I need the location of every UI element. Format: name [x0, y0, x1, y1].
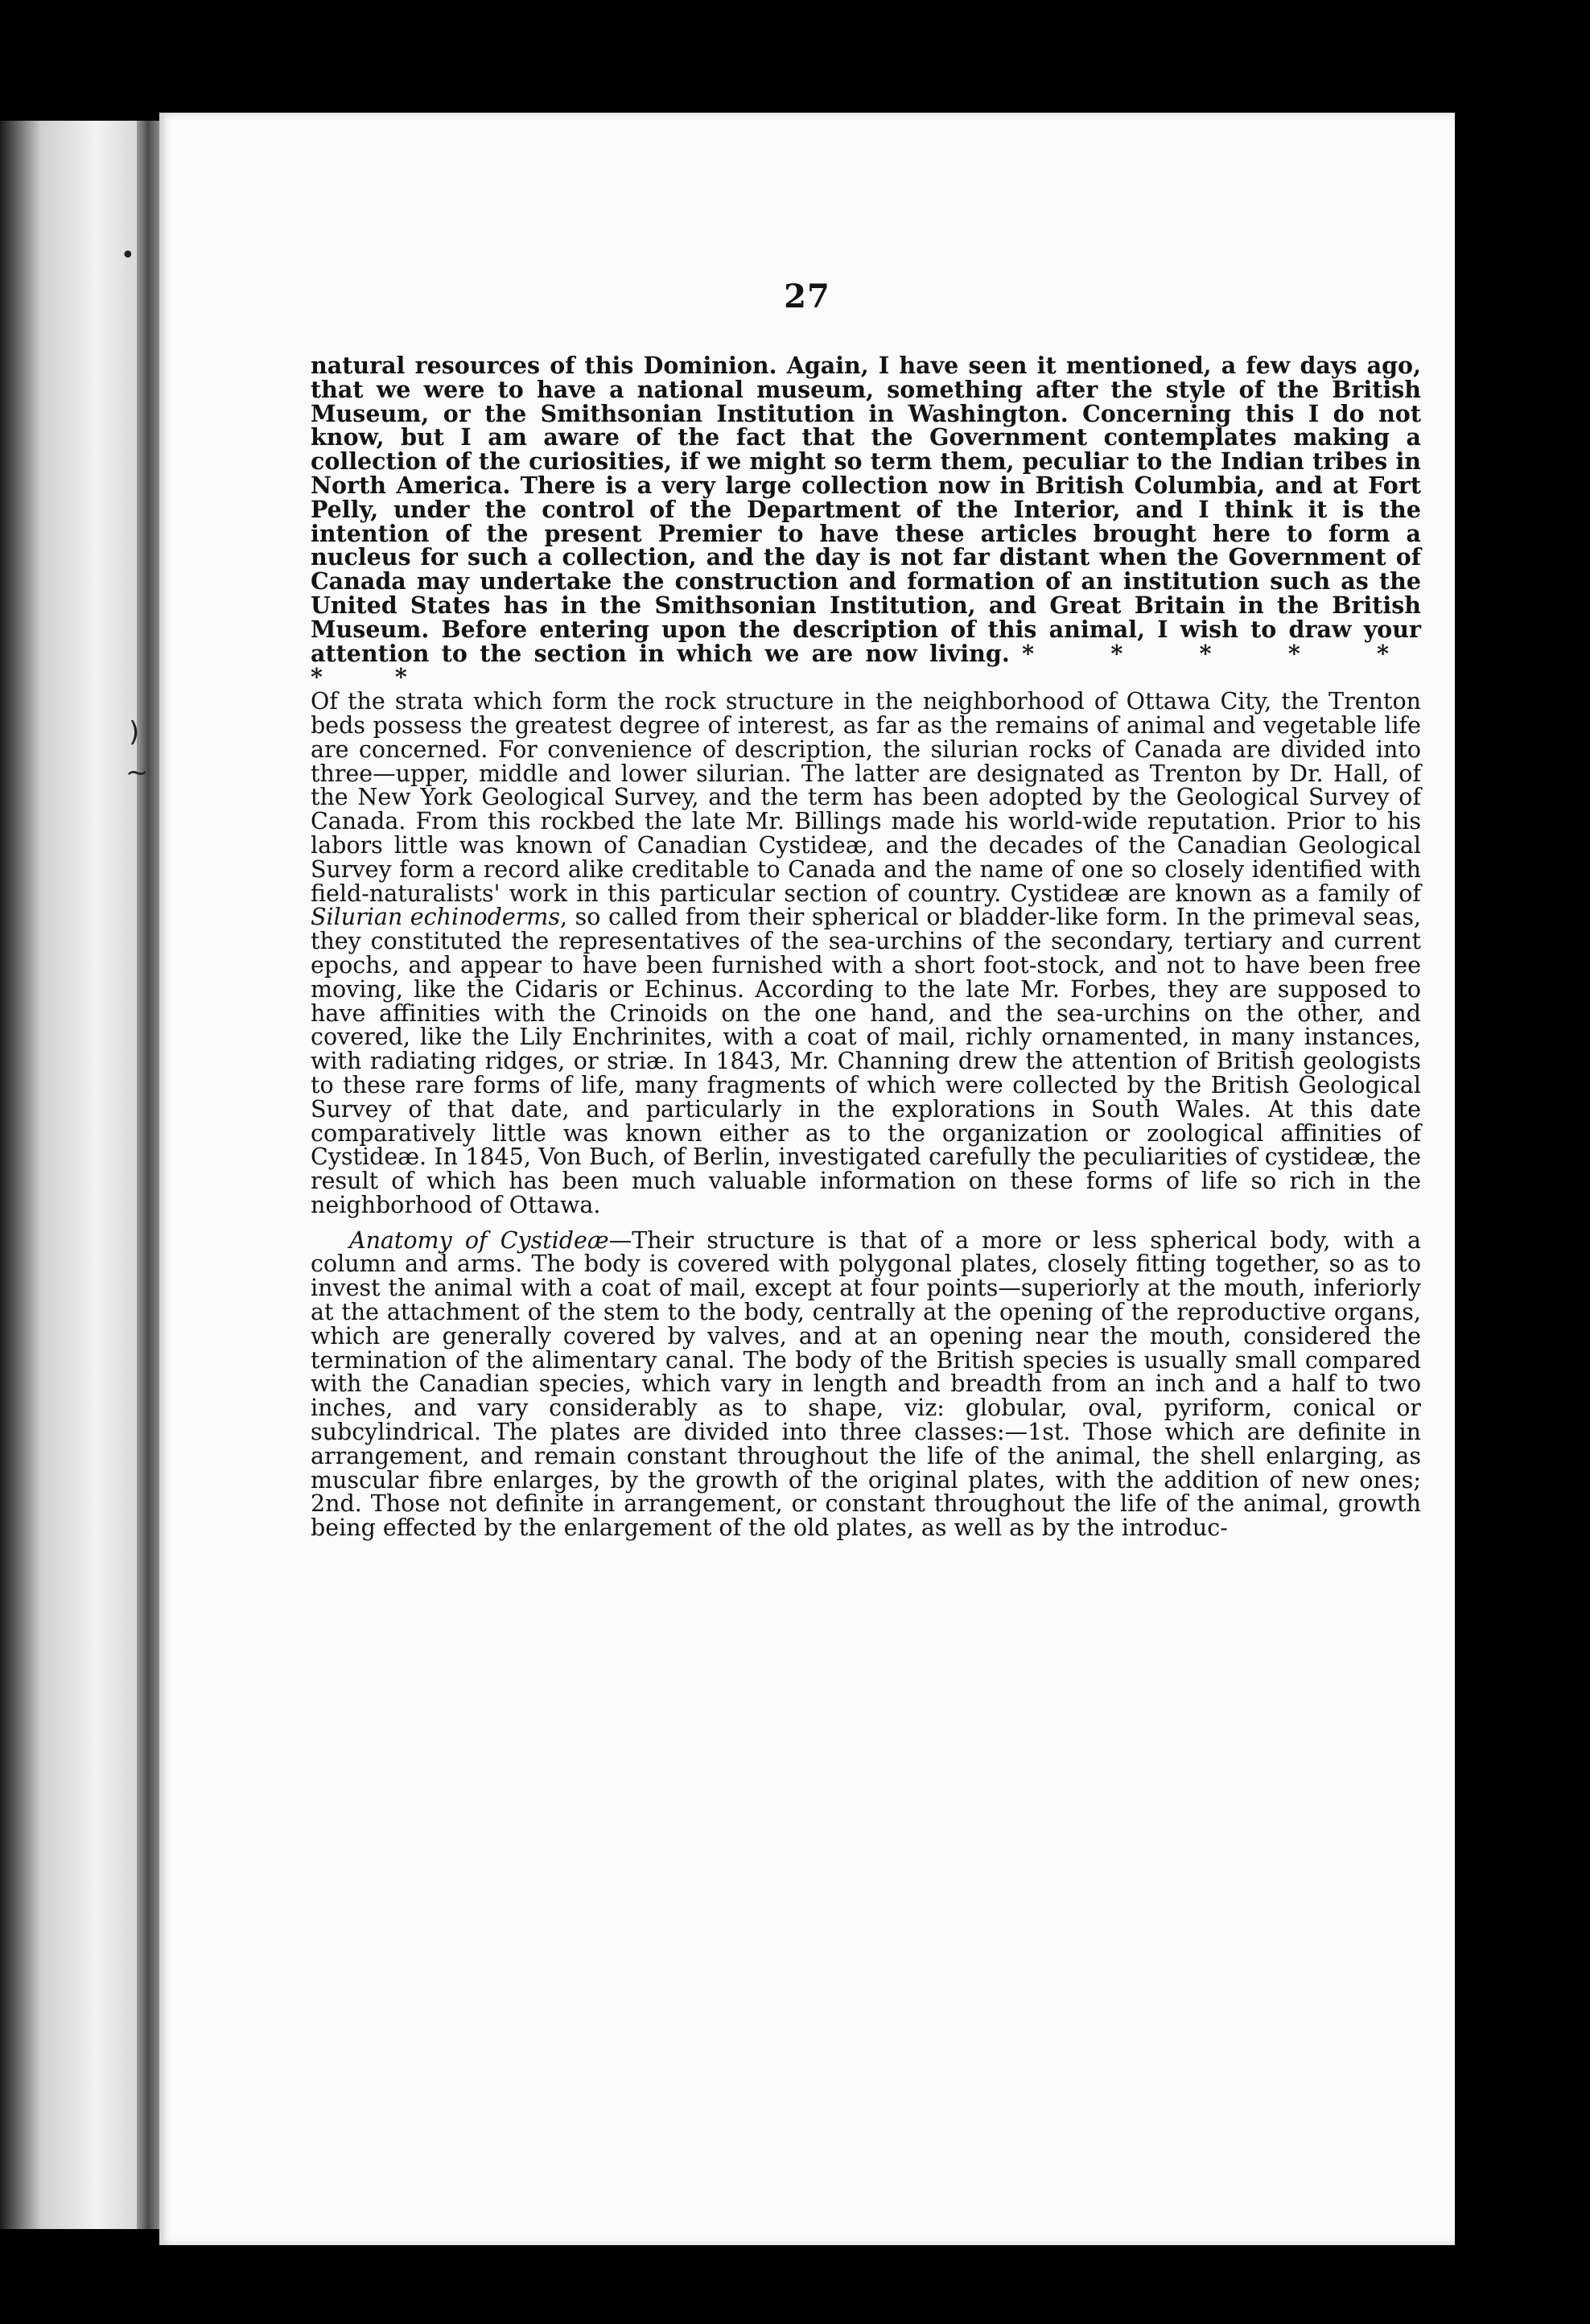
book-page — [159, 113, 1455, 2245]
paragraph-text: natural resources of this Dominion. Again, I have seen it mentioned, a few days ago, that we were to have a national museum, something after the style of the British Museum, or the Smithsonian Institution in Washington. Concerning this I do not know, but I am aware of the fact that the Government contemplates making a collection of the curiosities, if we might so term them, peculiar to the Indian tribes in North America. There is a very large collection now in British Columbia, and at Fort Pelly, under the control of the Department of the Interior, and I think it is the intention of the present Premier to have these articles brought here to form a nucleus for such a collection, and the day is not far distant when the Government of Canada may undertake the construction and formation of an institution such as the United States has in the Smithsonian Institution, and Great Britain in the British Museum. Before entering upon the description of this animal, I wish to draw your attention to the section in which we are now living. — [311, 352, 1421, 667]
paragraph — [311, 354, 1421, 690]
paragraph-text: Of the strata which form the rock structure in the neighborhood of Ottawa City, the Trenton beds possess the greatest degree of interest, as far as the remains of animal and vegetable life are concerned. For convenience of description, the silurian rocks of Canada are divided into three—upper, middle and lower silurian. The latter are designated as Trenton by Dr. Hall, of the New York Geological Survey, and the term has been adopted by the Geological Survey of Canada. From this rockbed the late Mr. Billings made his world-wide reputation. Prior to his labors little was known of Canadian Cystideæ, and the decades of the Canadian Geological Survey form a record alike creditable to Canada and the name of one so closely identified with field-naturalists' work in this particular section of country. Cystideæ are known as a family of — [311, 688, 1421, 907]
margin-mark: ~ — [126, 756, 149, 789]
facing-page-edge — [0, 121, 140, 2229]
margin-mark: • — [121, 241, 135, 270]
body-text — [311, 354, 1421, 1540]
book-gutter — [137, 121, 159, 2229]
margin-mark: ) — [129, 716, 140, 748]
section-run-in-heading: Anatomy of Cystideæ — [349, 1226, 609, 1254]
section-break-asterisks: * * * * * * * — [311, 639, 1421, 691]
paragraph — [311, 1226, 1422, 1542]
paragraph-text: —Their structure is that of a more or less spherical body, with a column and arms. The body is covered with polygonal plates, closely fitting together, so as to invest the animal with a coat of mail, except at four points—superiorly at the mouth, inferiorly at the attachment of the stem to the body, centrally at the opening of the reproductive organs, which are generally covered by valves, and at an opening near the mouth, considered the termination of the alimentary canal. The body of the British species is usually small compared with the Canadian species, which vary in length and breadth from an inch and a half to two inches, and vary considerably as to shape, viz: globular, oval, pyriform, conical or subcylindrical. The plates are divided into three classes:—1st. Those which are definite in arrangement, and remain constant throughout the life of the animal, the shell enlarging, as muscular fibre enlarges, by the growth of the original plates, with the addition of new ones; 2nd. Those not definite in arrangement, or constant throughout the life of the animal, growth being effected by the enlargement of the old plates, as well as by the introduc- — [311, 1226, 1422, 1542]
page-number: 27 — [784, 278, 830, 315]
paragraph — [311, 690, 1421, 1218]
italic-term: Silurian echinoderms — [311, 904, 560, 931]
paragraph-text: , so called from their spherical or bladder-like form. In the primeval seas, they constituted the representatives of the sea-urchins of the secondary, tertiary and current epochs, and appear to have been furnished with a short foot-stock, and not to have been free moving, like the Cidaris or Echinus. According to the late Mr. Forbes, they are supposed to have affinities with the Crinoids on the one hand, and the sea-urchins on the other, and covered, like the Lily Enchrinites, with a coat of mail, richly ornamented, in many instances, with radiating ridges, or striæ. In 1843, Mr. Channing drew the attention of British geologists to these rare forms of life, many fragments of which were collected by the British Geological Survey of that date, and particularly in the explorations in South Wales. At this date comparatively little was known either as to the organization or zoological affinities of Cystideæ. In 1845, Von Buch, of Berlin, investigated carefully the peculiarities of cystideæ, the result of which has been much valuable information on these forms of life so rich in the neighborhood of Ottawa. — [311, 904, 1422, 1218]
